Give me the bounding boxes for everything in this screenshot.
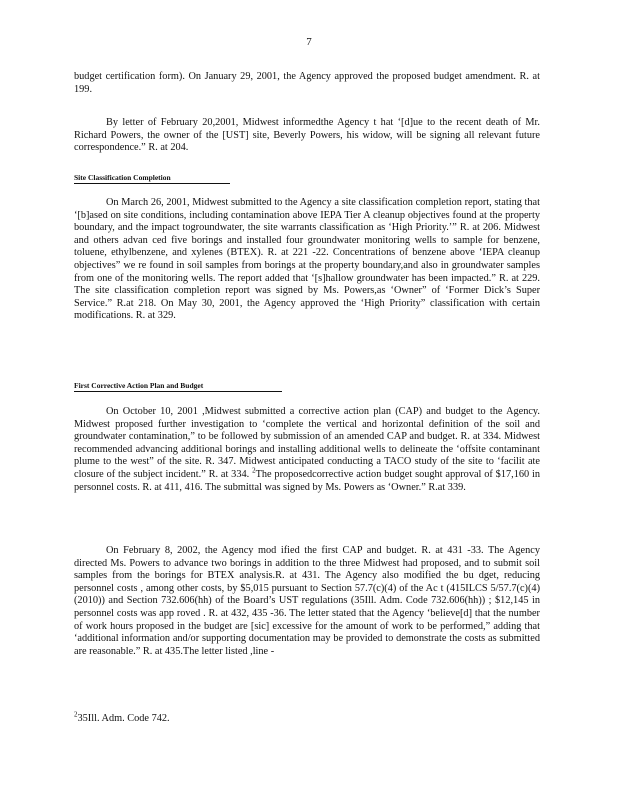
footnote-reference: 2: [252, 466, 256, 475]
paragraph-agency-modification: On February 8, 2002, the Agency mod ified the first CAP and budget. R. at 431 -33. The Agency directed Ms. Powers to advance two borings in addition to the three Midwest had proposed, and to submit soil samples from the borings for BTEX analysis.R. at 431. The Agency also modified the bu dget, reducing personnel costs , among other costs, by $5,015 pursuant to Section 57.7(c)(4) of the Ac t (415ILCS 5/57.7(c)(4) (2010)) and Section 732.606(hh) of the Board’s UST regulations (35Ill. Adm. Code 732.606(hh)) ; $12,145 in personnel costs was app roved . R. at 432, 435 -36. The letter stated that the Agency ‘believe[d] that the number of work hours proposed in the budget are [sic] excessive for the amount of work to be performed,” adding that ‘additional information and/or supporting documentation may be provided to demonstrate the costs as submitted are reasonable.” R. at 435.The letter listed ,line -: [74, 545, 540, 657]
page-number: 7: [306, 36, 312, 48]
paragraph-first-cap-text: On October 10, 2001 ,Midwest submitted a corrective action plan (CAP) and budget to the Agency. Midwest proposed further investigation to ‘complete the vertical and horizontal definition of the soil and groundwater contamination,” to be followed by submission of an amended CAP and budget. R. at 334. Midwest recommended advancing additional borings and installing additional wells to delineate the ‘offsite contaminant plume to the west” of the site. R. 347. Midwest anticipated conducting a TACO study of the site to ‘facilit ate closure of the subject incident.” R. at 334.: [74, 406, 540, 480]
paragraph-budget-amendment: budget certification form). On January 29, 2001, the Agency approved the proposed budget amendment. R. at 199.: [74, 71, 540, 95]
paragraph-first-cap: [74, 406, 540, 494]
footnote-text: 35Ill. Adm. Code 742.: [77, 713, 170, 724]
heading-first-cap: First Corrective Action Plan and Budget: [74, 381, 282, 392]
paragraph-first-cap-text-cont: The proposedcorrective action budget sought approval of $17,160 in personnel costs. R. at 411, 416. The submittal was signed by Ms. Powers as ‘Owner.” R.at 339.: [74, 468, 541, 493]
footnote: [74, 710, 170, 726]
heading-site-classification: Site Classification Completion: [74, 173, 230, 184]
footnote-marker: 2: [74, 710, 78, 719]
paragraph-site-classification-report: On March 26, 2001, Midwest submitted to the Agency a site classification completion report, stating that ‘[b]ased on site conditions, including contamination above IEPA Tier A cleanup objectives found at the property boundary, and the impact togroundwater, the site warrants classification as ‘High Priority.’” R. at 206. Midwest and others advan ced five borings and installed four groundwater monitoring wells to sample for benzene, toluene, ethylbenzene, and xylenes (BTEX). R. at 221 -22. Concentrations of benzene above ‘IEPA cleanup objectives” we re found in soil samples from borings at the property boundary,and also in groundwater samples from one of the monitoring wells. The report added that ‘[s]hallow groundwater has been impacted.” R. at 229. The site classification completion report was signed by Ms. Powers,as ‘Owner” of ‘Former Dick’s Super Service.” R.at 218. On May 30, 2001, the Agency approved the ‘High Priority” classification with certain modifications. R. at 329.: [74, 197, 540, 322]
paragraph-powers-letter: By letter of February 20,2001, Midwest informedthe Agency t hat ‘[d]ue to the recent death of Mr. Richard Powers, the owner of the [UST] site, Beverly Powers, his widow, will be signing all relevant future correspondence.” R. at 204.: [74, 117, 540, 154]
